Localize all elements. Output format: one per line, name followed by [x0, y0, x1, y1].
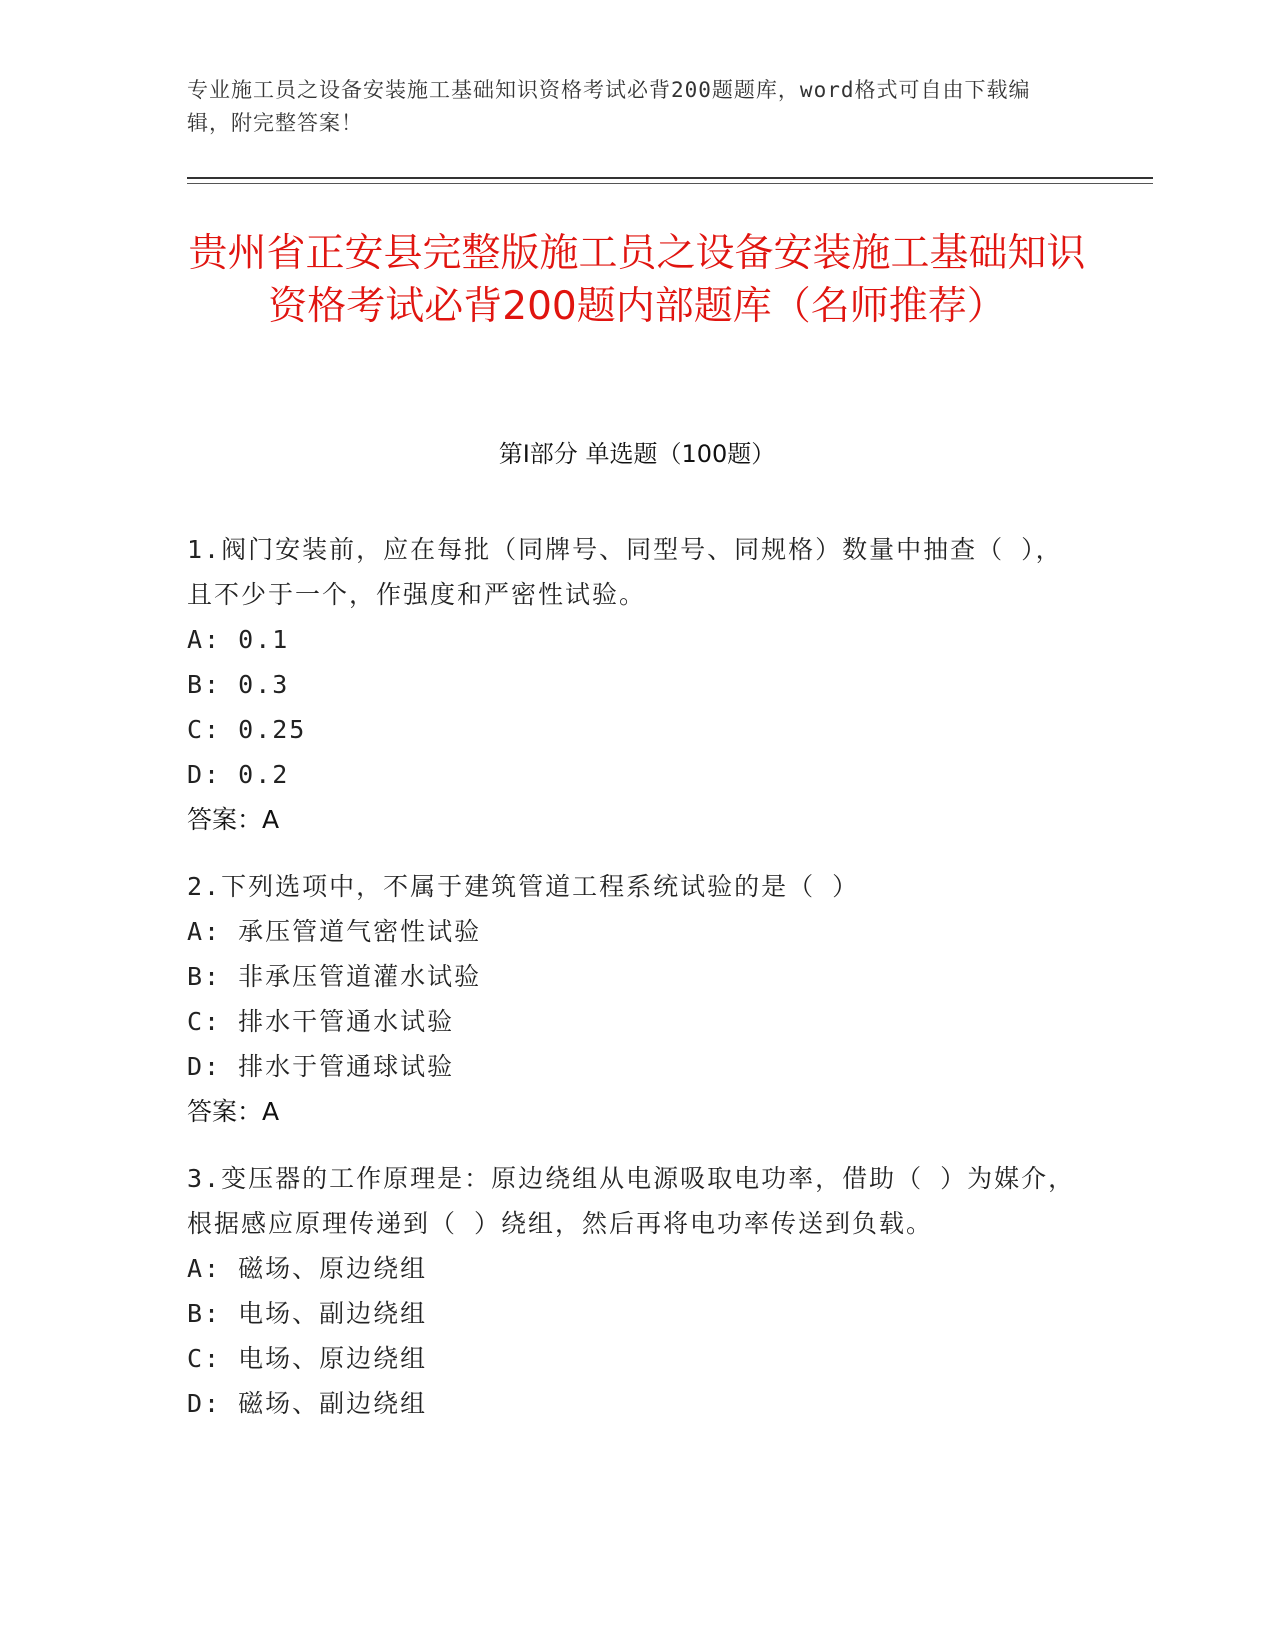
header-divider-thin — [187, 183, 1153, 184]
question-text: 2.下列选项中，不属于建筑管道工程系统试验的是（ ） — [187, 872, 860, 901]
question-list — [187, 527, 1087, 1448]
option-c: C: 排水干管通水试验 — [187, 1007, 455, 1036]
option-d: D: 0.2 — [187, 760, 290, 789]
option-c: C: 电场、原边绕组 — [187, 1344, 428, 1373]
question-2 — [187, 864, 1087, 1134]
answer: 答案：A — [187, 1097, 280, 1126]
document-title: 贵州省正安县完整版施工员之设备安装施工基础知识资格考试必背200题内部题库（名师推荐） — [188, 231, 1086, 329]
option-a: A: 承压管道气密性试验 — [187, 917, 482, 946]
header-note: 专业施工员之设备安装施工基础知识资格考试必背200题题库，word格式可自由下载编辑，附完整答案！ — [187, 78, 1031, 135]
question-1 — [187, 527, 1087, 842]
option-b: B: 电场、副边绕组 — [187, 1299, 428, 1328]
option-d: D: 排水于管通球试验 — [187, 1052, 455, 1081]
answer: 答案：A — [187, 805, 280, 834]
option-a: A: 0.1 — [187, 625, 290, 654]
header-divider-thick — [187, 177, 1153, 179]
option-b: B: 0.3 — [187, 670, 290, 699]
question-text: 3.变压器的工作原理是：原边绕组从电源吸取电功率，借助（ ）为媒介，根据感应原理传递到（ ）绕组，然后再将电功率传送到负载。 — [187, 1164, 1076, 1238]
option-b: B: 非承压管道灌水试验 — [187, 962, 482, 991]
question-3 — [187, 1156, 1087, 1426]
option-c: C: 0.25 — [187, 715, 307, 744]
section-title: 第Ⅰ部分 单选题（100题） — [498, 440, 776, 468]
question-text: 1.阀门安装前，应在每批（同牌号、同型号、同规格）数量中抽查（ ），且不少于一个，作强度和严密性试验。 — [187, 535, 1063, 609]
option-a: A: 磁场、原边绕组 — [187, 1254, 428, 1283]
option-d: D: 磁场、副边绕组 — [187, 1389, 428, 1418]
